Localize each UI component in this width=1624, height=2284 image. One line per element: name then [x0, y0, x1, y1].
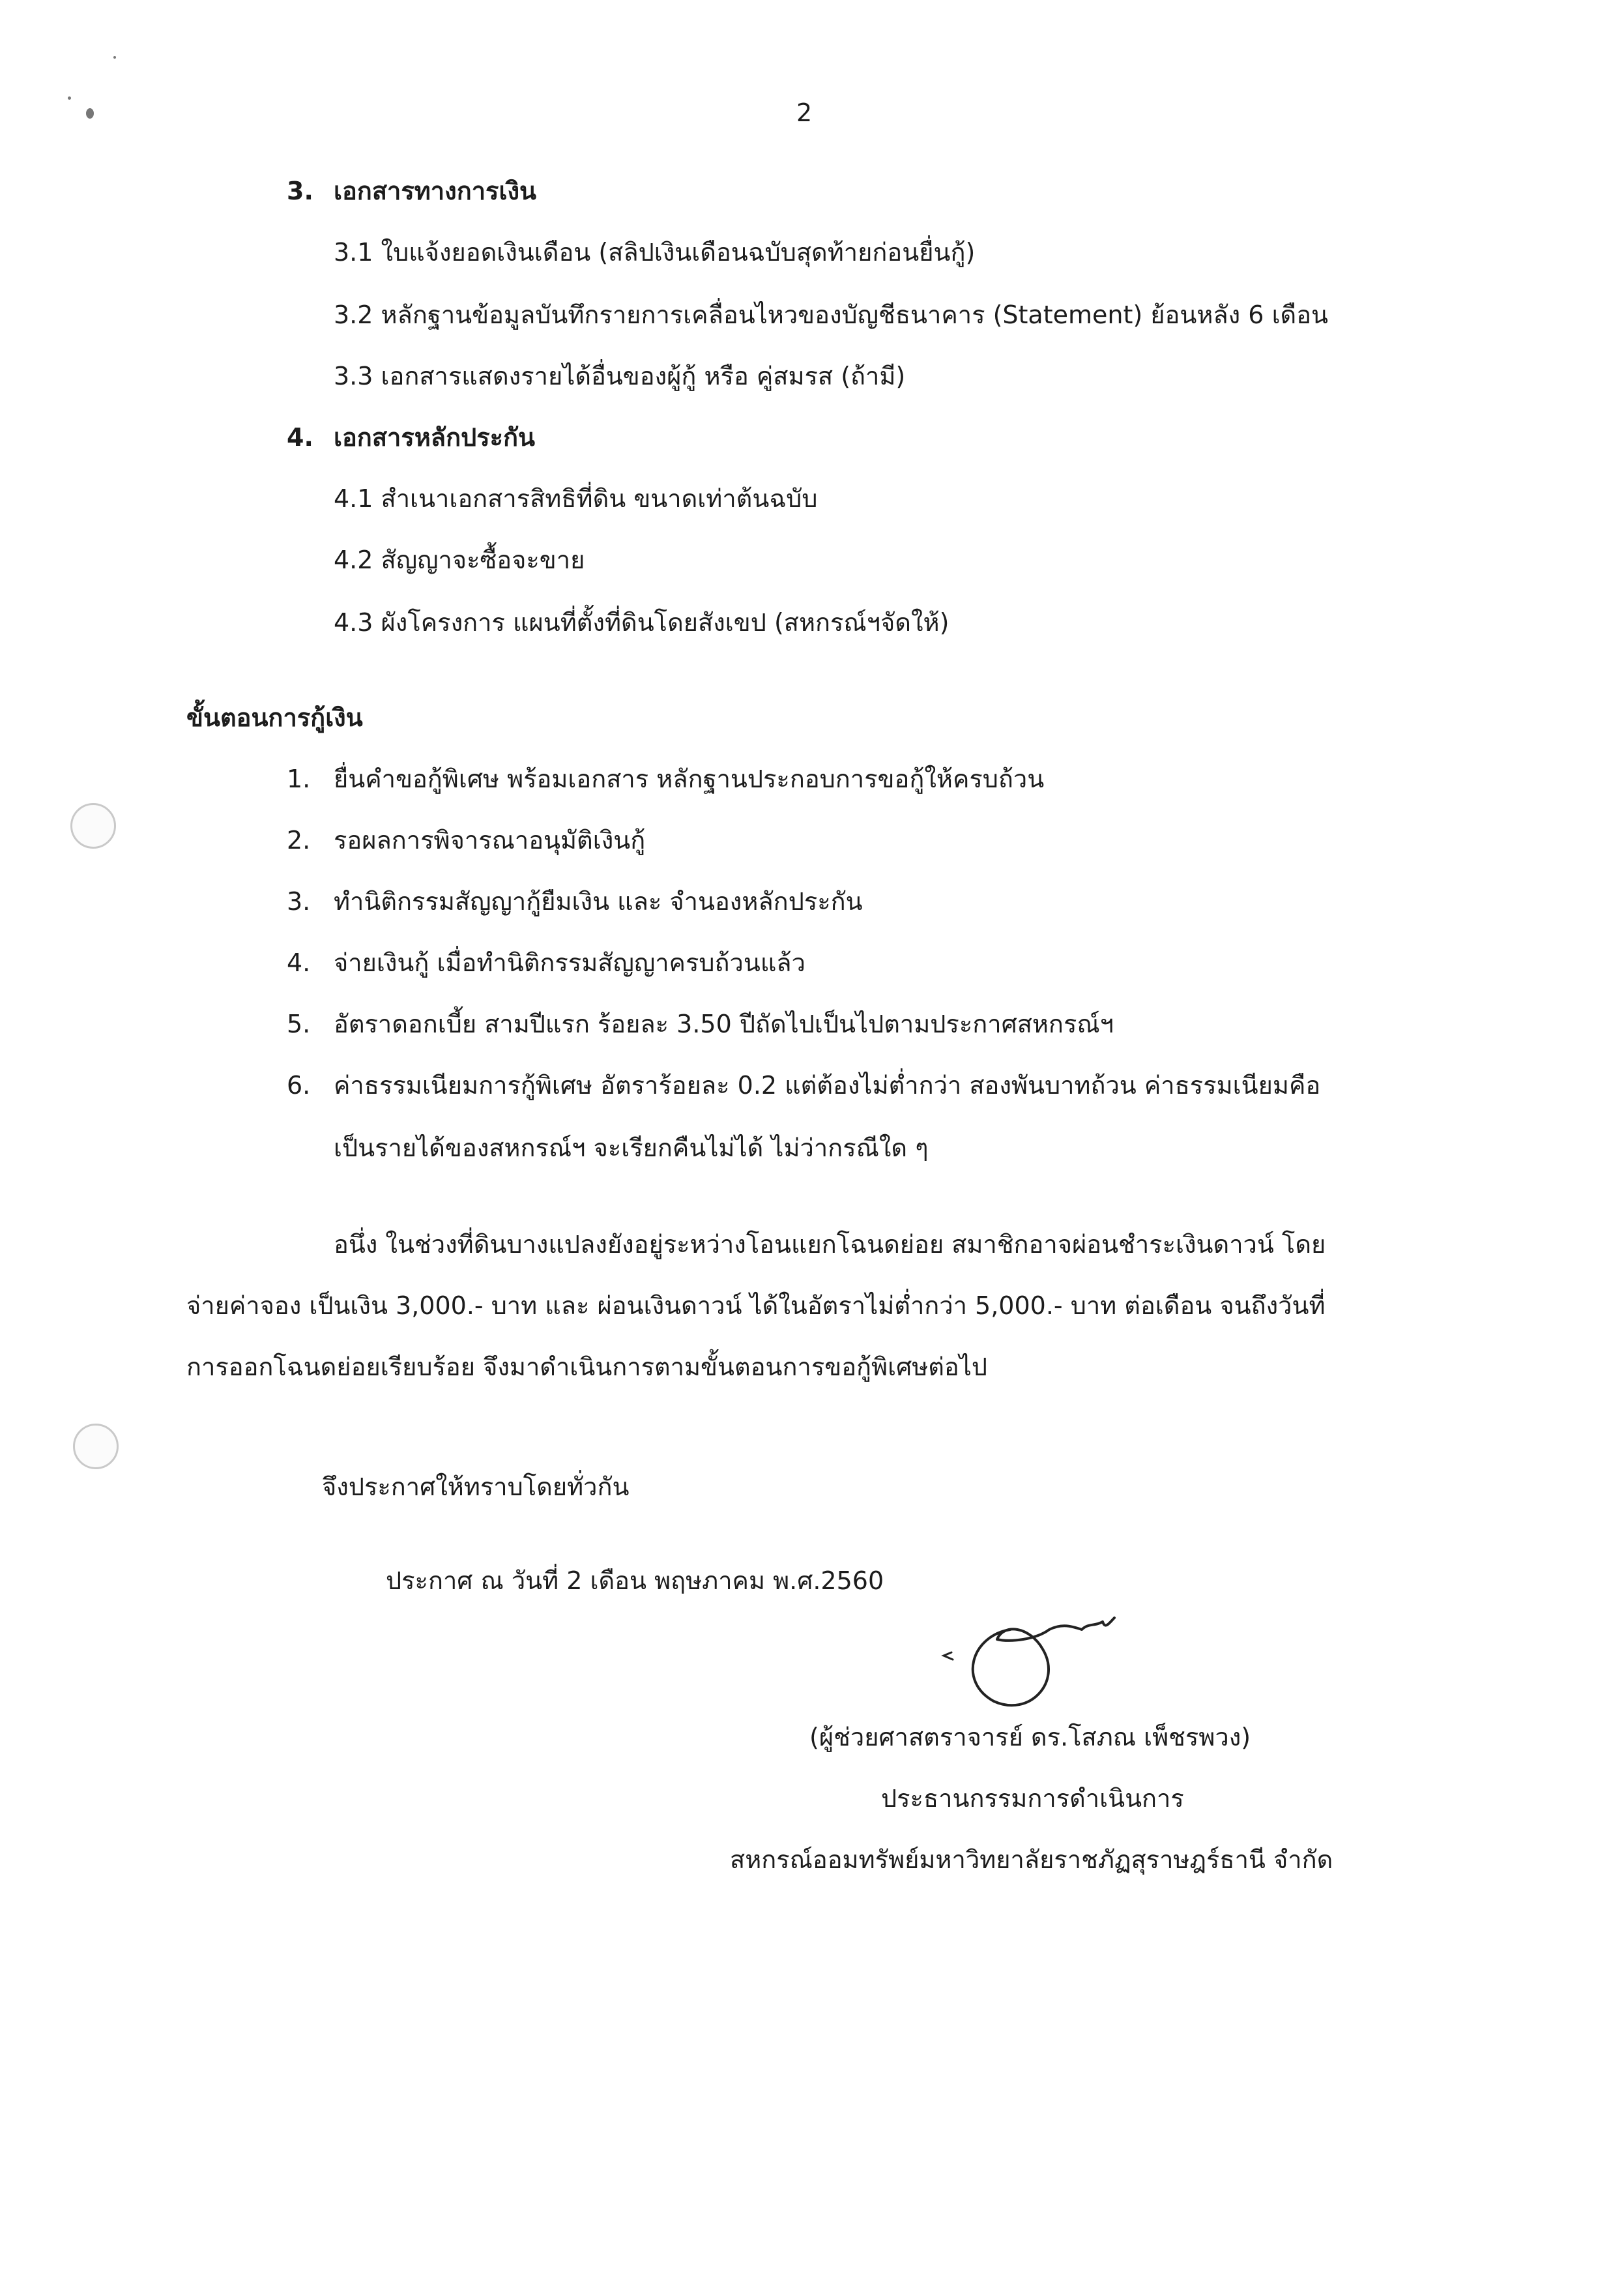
section-4-item-3: 4.3 ผังโครงการ แผนที่ตั้งที่ดินโดยสังเขป (สหกรณ์ฯจัดให้): [334, 608, 950, 637]
page-number: 2: [796, 98, 813, 127]
punch-hole-bottom: [73, 1424, 119, 1469]
step-text: รอผลการพิจารณาอนุมัติเงินกู้: [334, 826, 646, 855]
signatory-organization: สหกรณ์ออมทรัพย์มหาวิทยาลัยราชภัฏสุราษฎร์ธานี จำกัด: [730, 1845, 1333, 1874]
step-text: จ่ายเงินกู้ เมื่อทำนิติกรรมสัญญาครบถ้วนแล้ว: [334, 948, 805, 977]
step-text: ค่าธรรมเนียมการกู้พิเศษ อัตราร้อยละ 0.2 แต่ต้องไม่ต่ำกว่า สองพันบาทถ้วน ค่าธรรมเนียมคือ: [334, 1071, 1321, 1100]
section-4-item-2: 4.2 สัญญาจะซื้อจะขาย: [334, 546, 585, 574]
scan-speck: [68, 96, 71, 100]
section-3-item-3: 3.3 เอกสารแสดงรายได้อื่นของผู้กู้ หรือ คู่สมรส (ถ้ามี): [334, 362, 906, 390]
section-4-number: 4.: [287, 423, 313, 452]
scan-speck: [113, 56, 116, 59]
note-line-1: อนึ่ง ในช่วงที่ดินบางแปลงยังอยู่ระหว่างโอนแยกโฉนดย่อย สมาชิกอาจผ่อนชำระเงินดาวน์ โดย: [334, 1230, 1326, 1259]
section-3-title: เอกสารทางการเงิน: [334, 177, 536, 205]
signatory-position: ประธานกรรมการดำเนินการ: [881, 1784, 1184, 1813]
section-3-item-1: 3.1 ใบแจ้งยอดเงินเดือน (สลิปเงินเดือนฉบับสุดท้ายก่อนยื่นกู้): [334, 238, 976, 267]
announcement: จึงประกาศให้ทราบโดยทั่วกัน: [322, 1472, 630, 1501]
section-4-title: เอกสารหลักประกัน: [334, 423, 536, 452]
punch-hole-top: [70, 803, 116, 849]
step-text: ยื่นคำขอกู้พิเศษ พร้อมเอกสาร หลักฐานประกอบการขอกู้ให้ครบถ้วน: [334, 765, 1045, 793]
signatory-name: (ผู้ช่วยศาสตราจารย์ ดร.โสภณ เพ็ชรพวง): [809, 1723, 1251, 1751]
section-3-number: 3.: [287, 177, 313, 205]
section-3-item-2: 3.2 หลักฐานข้อมูลบันทึกรายการเคลื่อนไหวของบัญชีธนาคาร (Statement) ย้อนหลัง 6 เดือน: [334, 300, 1329, 329]
step-number: 4.: [287, 948, 311, 977]
step-number: 1.: [287, 765, 311, 793]
scan-speck: [86, 108, 94, 119]
step-number: 5.: [287, 1010, 311, 1038]
date-line: ประกาศ ณ วันที่ 2 เดือน พฤษภาคม พ.ศ.2560: [386, 1566, 884, 1595]
step-number: 3.: [287, 887, 311, 916]
step-text-continued: เป็นรายได้ของสหกรณ์ฯ จะเรียกคืนไม่ได้ ไม่ว่ากรณีใด ๆ: [334, 1134, 929, 1162]
note-line-2: จ่ายค่าจอง เป็นเงิน 3,000.- บาท และ ผ่อนเงินดาวน์ ได้ในอัตราไม่ต่ำกว่า 5,000.- บาท ต่อเดือน จนถึงวันที่: [186, 1291, 1326, 1320]
step-text: อัตราดอกเบี้ย สามปีแรก ร้อยละ 3.50 ปีถัดไปเป็นไปตามประกาศสหกรณ์ฯ: [334, 1010, 1114, 1038]
note-line-3: การออกโฉนดย่อยเรียบร้อย จึงมาดำเนินการตามขั้นตอนการขอกู้พิเศษต่อไป: [186, 1353, 987, 1381]
handwritten-signature: [932, 1603, 1140, 1721]
step-number: 2.: [287, 826, 311, 855]
step-text: ทำนิติกรรมสัญญากู้ยืมเงิน และ จำนองหลักประกัน: [334, 887, 863, 916]
procedure-heading: ขั้นตอนการกู้เงิน: [186, 703, 363, 732]
step-number: 6.: [287, 1071, 311, 1100]
section-4-item-1: 4.1 สำเนาเอกสารสิทธิที่ดิน ขนาดเท่าต้นฉบับ: [334, 484, 818, 513]
